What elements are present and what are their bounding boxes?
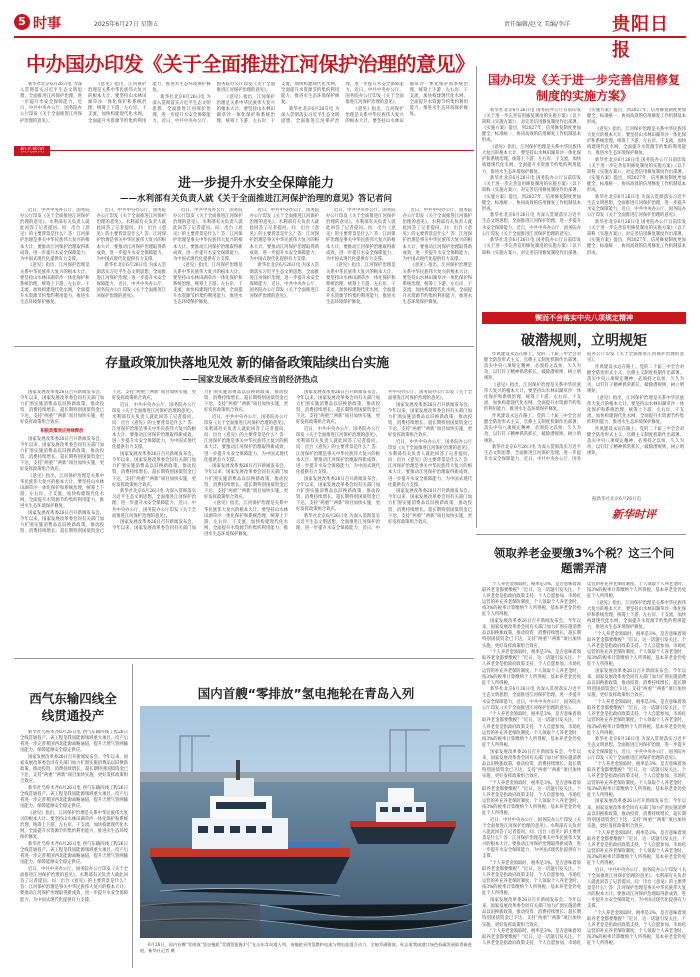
commentary-box xyxy=(482,312,686,530)
interview-kicker: 进一步提升水安全保障能力 xyxy=(177,176,334,191)
lead-summary: 新华社北京6月26日电 为深入贯彻落实习近平生态文明思想，全面推进江河保护治理，进一步提升水安全保障能力，近日，中共中央办公厅、国务院办公厅印发《关于全面推进江河保护治理的意见》。 xyxy=(20,82,82,124)
date-line: 2025年6月27日 星期五 xyxy=(94,21,159,28)
railway-headline: 西气东输四线全线贯通投产 xyxy=(29,691,117,723)
commentary-banner: 锲而不舍落实中央八项规定精神 xyxy=(482,312,686,324)
commentary-source: 据新华社北京6月26日电 xyxy=(592,497,642,502)
bottom-divider xyxy=(14,658,474,659)
xinhua-commentary-logo: 新华时评 xyxy=(612,508,656,521)
interview-deck: ——水利部有关负责人就《关于全面推进江河保护治理的意见》答记者问 xyxy=(119,194,392,204)
column-divider-bottom xyxy=(132,664,133,968)
lead-headline: 中办国办印发《关于全面推进江河保护治理的意见》 xyxy=(26,52,475,76)
policy-text: 新华社北京6月26日电 国务院办公厅日前印发《关于进一步完善信用修复制度的实施方案》（以下简称《实施方案》），对完善信用修复制度作出部署。《实施方案》提出，到2027年，信用修复制度更加健全，标准统一、协同高效的信用修复工作机制基本形成。 《意见》指出，江河保护治理是关系中华民族伟大复兴的根本大计。要坚持山水林田湖草沙一体化保护和系统治理，统筹上下游、左右岸、干支流，加快构建现代化水网，全面提升水资源节约集约利用能力，推进水生态环境保护修复。 新华社北京6月26日电 国务院办公厅日前印发《关于进一步完善信用修复制度的实施方案》（以下简称《实施方案》），对完善信用修复制度作出部署。《实施方案》提出，到2027年，信用修复制度更加健全，标准统一、协同高效的信用修复工作机制基本形成。 新华社北京6月26日电 为深入贯彻落实习近平生态文明思想，全面推进江河保护治理，进一步提升水安全保障能力，近日，中共中央办公厅、国务院办公厅印发《关于全面推进江河保护治理的意见》。 新华社北京6月26日电 国务院办公厅日前印发《关于进一步完善信用修复制度的实施方案》（以下简称《实施方案》），对完善信用修复制度作出部署。《实施方案》提出，到2027年，信用修复制度更加健全，标准统一、协同高效的信用修复工作机制基本形成。 《意见》指出，江河保护治理是关系中华民族伟大复兴的根本大计。要坚持山水林田湖草沙一体化保护和系统治理，统筹上下游、左右岸、干支流，加快构建现代化水网，全面提升水资源节约集约利用能力，推进水生态环境保护修复。 新华社北京6月26日电 国务院办公厅日前印发《关于进一步完善信用修复制度的实施方案》（以下简称《实施方案》），对完善信用修复制度作出部署。《实施方案》提出，到2027年，信用修复制度更加健全，标准统一、协同高效的信用修复工作机制基本形成。 新华社北京6月26日电 为深入贯彻落实习近平生态文明思想，全面推进江河保护治理，进一步提升水安全保障能力，近日，中共中央办公厅、国务院办公厅印发《关于全面推进江河保护治理的意见》。 新华社北京6月26日电 国务院办公厅日前印发《关于进一步完善信用修复制度的实施方案》（以下简称《实施方案》），对完善信用修复制度作出部署。《实施方案》提出，到2027年，信用修复制度更加健全，标准统一、协同高效的信用修复工作机制基本形成。 xyxy=(482,108,686,256)
masthead xyxy=(14,12,686,61)
related-news-rule xyxy=(14,150,474,151)
pension-headline: 领取养老金要缴3%个税？这三个问题需弄清 xyxy=(493,546,675,575)
pension-text: “个人养老金领取时，税率是3%，是否意味着领取养老金都要缴税？”近日，这一话题引发关注。个人养老金是指政府政策支持、个人自愿参加、市场化运营的补充养老保险制度。个人领取个人养老金时，按3%的税率计算缴纳个人所得税，基本养老金仍免征个人所得税。 国家发展改革委26日召开新闻发布会。今年以来，国家发展改革委会同有关部门加力扩围实施消费品以旧换新政策，推动投资、消费持续增长。超长期特别国债资金已下达，支持“两重”“两新”项目加快实施，更好发挥政策组合效应。 “个人养老金领取时，税率是3%，是否意味着领取养老金都要缴税？”近日，这一话题引发关注。个人养老金是指政府政策支持、个人自愿参加、市场化运营的补充养老保险制度。个人领取个人养老金时，按3%的税率计算缴纳个人所得税，基本养老金仍免征个人所得税。 新华社北京6月26日电 为深入贯彻落实习近平生态文明思想，全面推进江河保护治理，进一步提升水安全保障能力，近日，中共中央办公厅、国务院办公厅印发《关于全面推进江河保护治理的意见》。 “个人养老金领取时，税率是3%，是否意味着领取养老金都要缴税？”近日，这一话题引发关注。个人养老金是指政府政策支持、个人自愿参加、市场化运营的补充养老保险制度。个人领取个人养老金时，按3%的税率计算缴纳个人所得税，基本养老金仍免征个人所得税。 国家发展改革委26日召开新闻发布会。今年以来，国家发展改革委会同有关部门加力扩围实施消费品以旧换新政策，推动投资、消费持续增长。超长期特别国债资金已下达，支持“两重”“两新”项目加快实施，更好发挥政策组合效应。 “个人养老金领取时，税率是3%，是否意味着领取养老金都要缴税？”近日，这一话题引发关注。个人养老金是指政府政策支持、个人自愿参加、市场化运营的补充养老保险制度。个人领取个人养老金时，按3%的税率计算缴纳个人所得税，基本养老金仍免征个人所得税。 近日，中共中央办公厅、国务院办公厅印发《关于全面推进江河保护治理的意见》。水利部有关负责人就此回答了记者提问。问：出台《意见》的主要背景是什么？答：江河保护治理是事关中华民族伟大复兴的根本大计。要推动江河保护治理取得新成效，进一步提升水安全保障能力，为中国式现代化提供有力支撑。 “个人养老金领取时，税率是3%，是否意味着领取养老金都要缴税？”近日，这一话题引发关注。个人养老金是指政府政策支持、个人自愿参加、市场化运营的补充养老保险制度。个人领取个人养老金时，按3%的税率计算缴纳个人所得税，基本养老金仍免征个人所得税。 国家发展改革委26日召开新闻发布会。今年以来，国家发展改革委会同有关部门加力扩围实施消费品以旧换新政策，推动投资、消费持续增长。超长期特别国债资金已下达，支持“两重”“两新”项目加快实施，更好发挥政策组合效应。 “个人养老金领取时，税率是3%，是否意味着领取养老金都要缴税？”近日，这一话题引发关注。个人养老金是指政府政策支持、个人自愿参加、市场化运营的补充养老保险制度。个人领取个人养老金时，按3%的税率计算缴纳个人所得税，基本养老金仍免征个人所得税。 《意见》指出，江河保护治理是关系中华民族伟大复兴的根本大计。要坚持山水林田湖草沙一体化保护和系统治理，统筹上下游、左右岸、干支流，加快构建现代化水网，全面提升水资源节约集约利用能力，推进水生态环境保护修复。 “个人养老金领取时，税率是3%，是否意味着领取养老金都要缴税？”近日，这一话题引发关注。个人养老金是指政府政策支持、个人自愿参加、市场化运营的补充养老保险制度。个人领取个人养老金时，按3%的税率计算缴纳个人所得税，基本养老金仍免征个人所得税。 国家发展改革委26日召开新闻发布会。今年以来，国家发展改革委会同有关部门加力扩围实施消费品以旧换新政策，推动投资、消费持续增长。超长期特别国债资金已下达，支持“两重”“两新”项目加快实施，更好发挥政策组合效应。 “个人养老金领取时，税率是3%，是否意味着领取养老金都要缴税？”近日，这一话题引发关注。个人养老金是指政府政策支持、个人自愿参加、市场化运营的补充养老保险制度。个人领取个人养老金时，按3%的税率计算缴纳个人所得税，基本养老金仍免征个人所得税。 新华社北京6月26日电 为深入贯彻落实习近平生态文明思想，全面推进江河保护治理，进一步提升水安全保障能力，近日，中共中央办公厅、国务院办公厅印发《关于全面推进江河保护治理的意见》。 “个人养老金领取时，税率是3%，是否意味着领取养老金都要缴税？”近日，这一话题引发关注。个人养老金是指政府政策支持、个人自愿参加、市场化运营的补充养老保险制度。个人领取个人养老金时，按3%的税率计算缴纳个人所得税，基本养老金仍免征个人所得税。 国家发展改革委26日召开新闻发布会。今年以来，国家发展改革委会同有关部门加力扩围实施消费品以旧换新政策，推动投资、消费持续增长。超长期特别国债资金已下达，支持“两重”“两新”项目加快实施，更好发挥政策组合效应。 “个人养老金领取时，税率是3%，是否意味着领取养老金都要缴税？”近日，这一话题引发关注。个人养老金是指政府政策支持、个人自愿参加、市场化运营的补充养老保险制度。个人领取个人养老金时，按3%的税率计算缴纳个人所得税，基本养老金仍免征个人所得税。 近日，中共中央办公厅、国务院办公厅印发《关于全面推进江河保护治理的意见》。水利部有关负责人就此回答了记者提问。问：出台《意见》的主要背景是什么？答：江河保护治理是事关中华民族伟大复兴的根本大计。要推动江河保护治理取得新成效，进一步提升水安全保障能力，为中国式现代化提供有力支撑。 “个人养老金领取时，税率是3%，是否意味着领取养老金都要缴税？”近日，这一话题引发关注。个人养老金是指政府政策支持、个人自愿参加、市场化运营的补充养老保险制度。个人领取个人养老金时，按3%的税率计算缴纳个人所得税，基本养老金仍免征个人所得税。 xyxy=(482,582,686,947)
railway-text: 新华社乌鲁木齐6月26日电 西气东输四线工程26日全线贯通投产。该工程是我国能源领域重大项目，投产后将进一步完善我国西北能源战略通道，提升天然气管网输送能力，保障能源安全稳定供应。 国家发展改革委26日召开新闻发布会。今年以来，国家发展改革委会同有关部门加力扩围实施消费品以旧换新政策，推动投资、消费持续增长。超长期特别国债资金已下达，支持“两重”“两新”项目加快实施，更好发挥政策组合效应。 新华社乌鲁木齐6月26日电 西气东输四线工程26日全线贯通投产。该工程是我国能源领域重大项目，投产后将进一步完善我国西北能源战略通道，提升天然气管网输送能力，保障能源安全稳定供应。 《意见》指出，江河保护治理是关系中华民族伟大复兴的根本大计。要坚持山水林田湖草沙一体化保护和系统治理，统筹上下游、左右岸、干支流，加快构建现代化水网，全面提升水资源节约集约利用能力，推进水生态环境保护修复。 新华社乌鲁木齐6月26日电 西气东输四线工程26日全线贯通投产。该工程是我国能源领域重大项目，投产后将进一步完善我国西北能源战略通道，提升天然气管网输送能力，保障能源安全稳定供应。 近日，中共中央办公厅、国务院办公厅印发《关于全面推进江河保护治理的意见》。水利部有关负责人就此回答了记者提问。问：出台《意见》的主要背景是什么？答：江河保护治理是事关中华民族伟大复兴的根本大计。要推动江河保护治理取得新成效，进一步提升水安全保障能力，为中国式现代化提供有力支撑。 xyxy=(20,730,128,903)
page-number-badge: 5 xyxy=(14,14,30,30)
finance-headline: 存量政策加快落地见效 新的储备政策陆续出台实施 xyxy=(105,356,389,371)
tugboat-photo xyxy=(140,706,472,938)
column-divider xyxy=(476,66,477,528)
commentary-headline: 破潜规则，立明规矩 xyxy=(521,333,647,349)
finance-subhead: 积极政策效应持续释放 xyxy=(40,428,84,434)
interview-text: 近日，中共中央办公厅、国务院办公厅印发《关于全面推进江河保护治理的意见》。水利部有关负责人就此回答了记者提问。问：出台《意见》的主要背景是什么？答：江河保护治理是事关中华民族伟大复兴的根本大计。要推动江河保护治理取得新成效，进一步提升水安全保障能力，为中国式现代化提供有力支撑。 《意见》指出，江河保护治理是关系中华民族伟大复兴的根本大计。要坚持山水林田湖草沙一体化保护和系统治理，统筹上下游、左右岸、干支流，加快构建现代化水网，全面提升水资源节约集约利用能力，推进水生态环境保护修复。 近日，中共中央办公厅、国务院办公厅印发《关于全面推进江河保护治理的意见》。水利部有关负责人就此回答了记者提问。问：出台《意见》的主要背景是什么？答：江河保护治理是事关中华民族伟大复兴的根本大计。要推动江河保护治理取得新成效，进一步提升水安全保障能力，为中国式现代化提供有力支撑。 新华社北京6月26日电 为深入贯彻落实习近平生态文明思想，全面推进江河保护治理，进一步提升水安全保障能力，近日，中共中央办公厅、国务院办公厅印发《关于全面推进江河保护治理的意见》。 近日，中共中央办公厅、国务院办公厅印发《关于全面推进江河保护治理的意见》。水利部有关负责人就此回答了记者提问。问：出台《意见》的主要背景是什么？答：江河保护治理是事关中华民族伟大复兴的根本大计。要推动江河保护治理取得新成效，进一步提升水安全保障能力，为中国式现代化提供有力支撑。 《意见》指出，江河保护治理是关系中华民族伟大复兴的根本大计。要坚持山水林田湖草沙一体化保护和系统治理，统筹上下游、左右岸、干支流，加快构建现代化水网，全面提升水资源节约集约利用能力，推进水生态环境保护修复。 近日，中共中央办公厅、国务院办公厅印发《关于全面推进江河保护治理的意见》。水利部有关负责人就此回答了记者提问。问：出台《意见》的主要背景是什么？答：江河保护治理是事关中华民族伟大复兴的根本大计。要推动江河保护治理取得新成效，进一步提升水安全保障能力，为中国式现代化提供有力支撑。 新华社北京6月26日电 为深入贯彻落实习近平生态文明思想，全面推进江河保护治理，进一步提升水安全保障能力，近日，中共中央办公厅、国务院办公厅印发《关于全面推进江河保护治理的意见》。 近日，中共中央办公厅、国务院办公厅印发《关于全面推进江河保护治理的意见》。水利部有关负责人就此回答了记者提问。问：出台《意见》的主要背景是什么？答：江河保护治理是事关中华民族伟大复兴的根本大计。要推动江河保护治理取得新成效，进一步提升水安全保障能力，为中国式现代化提供有力支撑。 《意见》指出，江河保护治理是关系中华民族伟大复兴的根本大计。要坚持山水林田湖草沙一体化保护和系统治理，统筹上下游、左右岸、干支流，加快构建现代化水网，全面提升水资源节约集约利用能力，推进水生态环境保护修复。 近日，中共中央办公厅、国务院办公厅印发《关于全面推进江河保护治理的意见》。水利部有关负责人就此回答了记者提问。问：出台《意见》的主要背景是什么？答：江河保护治理是事关中华民族伟大复兴的根本大计。要推动江河保护治理取得新成效，进一步提升水安全保障能力，为中国式现代化提供有力支撑。 《意见》指出，江河保护治理是关系中华民族伟大复兴的根本大计。要坚持山水林田湖草沙一体化保护和系统治理，统筹上下游、左右岸、干支流，加快构建现代化水网，全面提升水资源节约集约利用能力，推进水生态环境保护修复。 xyxy=(20,208,472,305)
finance-deck: ——国家发展改革委回应当前经济热点 xyxy=(182,374,318,384)
lead-text-block: 《意见》指出，江河保护治理是关系中华民族伟大复兴的根本大计。要坚持山水林田湖草沙一体化保护和系统治理，统筹上下游、左右岸、干支流，加快构建现代化水网，全面提升水资源节约集约利用能力，推进水生态环境保护修复。 新华社北京6月26日电 为深入贯彻落实习近平生态文明思想，全面推进江河保护治理，进一步提升水安全保障能力，近日，中共中央办公厅、国务院办公厅印发《关于全面推进江河保护治理的意见》。 《意见》指出，江河保护治理是关系中华民族伟大复兴的根本大计。要坚持山水林田湖草沙一体化保护和系统治理，统筹上下游、左右岸、干支流，加快构建现代化水网，全面提升水资源节约集约利用能力，推进水生态环境保护修复。 新华社北京6月26日电 为深入贯彻落实习近平生态文明思想，全面推进江河保护治理，进一步提升水安全保障能力，近日，中共中央办公厅、国务院办公厅印发《关于全面推进江河保护治理的意见》。 《意见》指出，江河保护治理是关系中华民族伟大复兴的根本大计。要坚持山水林田湖草沙一体化保护和系统治理，统筹上下游、左右岸、干支流，加快构建现代化水网，全面提升水资源节约集约利用能力，推进水生态环境保护修复。 xyxy=(88,82,468,125)
tugboat-caption: 6月26日，国内首艘“零排放”氢电拖轮“青港氢能拖1号”在山东青岛港入列。该拖轮采用氢燃料电池与锂电池混合动力，全船零碳排放，标志着我国港口绿色低碳发展取得新进展。新华社记者 摄 xyxy=(140,942,472,953)
section-title: 时事 xyxy=(33,16,61,32)
finance-text: 国家发展改革委26日召开新闻发布会。今年以来，国家发展改革委会同有关部门加力扩围实施消费品以旧换新政策，推动投资、消费持续增长。超长期特别国债资金已下达，支持“两重”“两新”项目加快实施，更好发挥政策组合效应。 积极政策效应持续释放 国家发展改革委26日召开新闻发布会。今年以来，国家发展改革委会同有关部门加力扩围实施消费品以旧换新政策，推动投资、消费持续增长。超长期特别国债资金已下达，支持“两重”“两新”项目加快实施，更好发挥政策组合效应。 《意见》指出，江河保护治理是关系中华民族伟大复兴的根本大计。要坚持山水林田湖草沙一体化保护和系统治理，统筹上下游、左右岸、干支流，加快构建现代化水网，全面提升水资源节约集约利用能力，推进水生态环境保护修复。 国家发展改革委26日召开新闻发布会。今年以来，国家发展改革委会同有关部门加力扩围实施消费品以旧换新政策，推动投资、消费持续增长。超长期特别国债资金已下达，支持“两重”“两新”项目加快实施，更好发挥政策组合效应。 近日，中共中央办公厅、国务院办公厅印发《关于全面推进江河保护治理的意见》。水利部有关负责人就此回答了记者提问。问：出台《意见》的主要背景是什么？答：江河保护治理是事关中华民族伟大复兴的根本大计。要推动江河保护治理取得新成效，进一步提升水安全保障能力，为中国式现代化提供有力支撑。 国家发展改革委26日召开新闻发布会。今年以来，国家发展改革委会同有关部门加力扩围实施消费品以旧换新政策，推动投资、消费持续增长。超长期特别国债资金已下达，支持“两重”“两新”项目加快实施，更好发挥政策组合效应。 新华社北京6月26日电 为深入贯彻落实习近平生态文明思想，全面推进江河保护治理，进一步提升水安全保障能力，近日，中共中央办公厅、国务院办公厅印发《关于全面推进江河保护治理的意见》。 国家发展改革委26日召开新闻发布会。今年以来，国家发展改革委会同有关部门加力扩围实施消费品以旧换新政策，推动投资、消费持续增长。超长期特别国债资金已下达，支持“两重”“两新”项目加快实施，更好发挥政策组合效应。 近日，中共中央办公厅、国务院办公厅印发《关于全面推进江河保护治理的意见》。水利部有关负责人就此回答了记者提问。问：出台《意见》的主要背景是什么？答：江河保护治理是事关中华民族伟大复兴的根本大计。要推动江河保护治理取得新成效，进一步提升水安全保障能力，为中国式现代化提供有力支撑。 国家发展改革委26日召开新闻发布会。今年以来，国家发展改革委会同有关部门加力扩围实施消费品以旧换新政策，推动投资、消费持续增长。超长期特别国债资金已下达，支持“两重”“两新”项目加快实施，更好发挥政策组合效应。 《意见》指出，江河保护治理是关系中华民族伟大复兴的根本大计。要坚持山水林田湖草沙一体化保护和系统治理，统筹上下游、左右岸、干支流，加快构建现代化水网，全面提升水资源节约集约利用能力，推进水生态环境保护修复。 国家发展改革委26日召开新闻发布会。今年以来，国家发展改革委会同有关部门加力扩围实施消费品以旧换新政策，推动投资、消费持续增长。超长期特别国债资金已下达，支持“两重”“两新”项目加快实施，更好发挥政策组合效应。 近日，中共中央办公厅、国务院办公厅印发《关于全面推进江河保护治理的意见》。水利部有关负责人就此回答了记者提问。问：出台《意见》的主要背景是什么？答：江河保护治理是事关中华民族伟大复兴的根本大计。要推动江河保护治理取得新成效，进一步提升水安全保障能力，为中国式现代化提供有力支撑。 国家发展改革委26日召开新闻发布会。今年以来，国家发展改革委会同有关部门加力扩围实施消费品以旧换新政策，推动投资、消费持续增长。超长期特别国债资金已下达，支持“两重”“两新”项目加快实施，更好发挥政策组合效应。 新华社北京6月26日电 为深入贯彻落实习近平生态文明思想，全面推进江河保护治理，进一步提升水安全保障能力，近日，中共中央办公厅、国务院办公厅印发《关于全面推进江河保护治理的意见》。 国家发展改革委26日召开新闻发布会。今年以来，国家发展改革委会同有关部门加力扩围实施消费品以旧换新政策，推动投资、消费持续增长。超长期特别国债资金已下达，支持“两重”“两新”项目加快实施，更好发挥政策组合效应。 近日，中共中央办公厅、国务院办公厅印发《关于全面推进江河保护治理的意见》。水利部有关负责人就此回答了记者提问。问：出台《意见》的主要背景是什么？答：江河保护治理是事关中华民族伟大复兴的根本大计。要推动江河保护治理取得新成效，进一步提升水安全保障能力，为中国式现代化提供有力支撑。 国家发展改革委26日召开新闻发布会。今年以来，国家发展改革委会同有关部门加力扩围实施消费品以旧换新政策，推动投资、消费持续增长。超长期特别国债资金已下达，支持“两重”“两新”项目加快实施，更好发挥政策组合效应。 xyxy=(20,390,472,537)
tugboat-headline: 国内首艘“零排放”氢电拖轮在青岛入列 xyxy=(197,686,415,701)
section-divider-right xyxy=(476,534,686,535)
editor-line: 责任编辑/赵文 美编/李洋 xyxy=(504,21,570,28)
paper-name: 贵阳日报 xyxy=(612,14,669,61)
masthead-rule xyxy=(14,36,686,38)
policy-headline: 国办印发《关于进一步完善信用修复制度的实施方案》 xyxy=(487,73,680,103)
section-divider-left xyxy=(14,346,474,347)
commentary-text: 作风建设永远在路上。党的二十届三中全会对健全防治形式主义、官僚主义制度机制作出部署。落实中央八项规定精神，必须持之以恒、久久为功，以钉钉子精神抓常抓长，破除潜规则，树立明规矩。 《意见》指出，江河保护治理是关系中华民族伟大复兴的根本大计。要坚持山水林田湖草沙一体化保护和系统治理，统筹上下游、左右岸、干支流，加快构建现代化水网，全面提升水资源节约集约利用能力，推进水生态环境保护修复。 作风建设永远在路上。党的二十届三中全会对健全防治形式主义、官僚主义制度机制作出部署。落实中央八项规定精神，必须持之以恒、久久为功，以钉钉子精神抓常抓长，破除潜规则，树立明规矩。 新华社北京6月26日电 为深入贯彻落实习近平生态文明思想，全面推进江河保护治理，进一步提升水安全保障能力，近日，中共中央办公厅、国务院办公厅印发《关于全面推进江河保护治理的意见》。 作风建设永远在路上。党的二十届三中全会对健全防治形式主义、官僚主义制度机制作出部署。落实中央八项规定精神，必须持之以恒、久久为功，以钉钉子精神抓常抓长，破除潜规则，树立明规矩。 《意见》指出，江河保护治理是关系中华民族伟大复兴的根本大计。要坚持山水林田湖草沙一体化保护和系统治理，统筹上下游、左右岸、干支流，加快构建现代化水网，全面提升水资源节约集约利用能力，推进水生态环境保护修复。 作风建设永远在路上。党的二十届三中全会对健全防治形式主义、官僚主义制度机制作出部署。落实中央八项规定精神，必须持之以恒、久久为功，以钉钉子精神抓常抓长，破除潜规则，树立明规矩。 xyxy=(484,352,684,463)
related-news-label xyxy=(14,146,50,156)
